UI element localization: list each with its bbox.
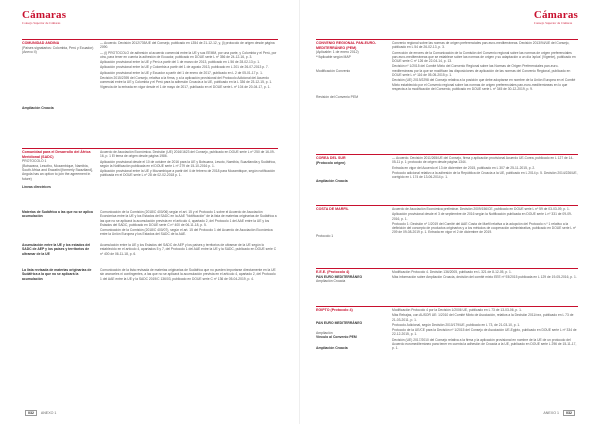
footer-label: ANEXO 1 xyxy=(40,411,57,415)
section-body xyxy=(392,41,578,92)
section-header: COREA DEL SUR xyxy=(316,156,346,160)
section-body xyxy=(100,243,278,257)
section-rule xyxy=(316,205,578,206)
section-rule xyxy=(316,39,578,40)
section-rule xyxy=(316,154,578,155)
brand-tagline: Consejo Superior de Cámaras xyxy=(22,21,61,25)
page-footer xyxy=(22,410,56,416)
section-subtitle: (Aplicable: 1 de enero 2012) xyxy=(316,50,359,55)
section-rule xyxy=(22,148,278,149)
section-header: E.E.E. (Protocolo 4) xyxy=(316,270,350,274)
section-meta xyxy=(316,207,386,238)
section-meta xyxy=(22,150,94,190)
section-subtitle: PROTOCOLO 1 xyxy=(22,159,47,164)
section-annex: (Botswana, Lesotho, Mozambique, Namibia, South Africa and Eswatini [formerly Swaziland], Angola has an option to join the agreement in future) xyxy=(22,163,93,181)
section-body xyxy=(392,308,578,352)
section-subtitle: (Protocolo origen) xyxy=(316,160,346,165)
section-body xyxy=(392,207,578,236)
section-annex: Ampliación xyxy=(316,331,333,335)
paragraph: Comunicación de la lista revisada de materias originarias de Sudáfrica que no pueden importarse directamente en la UE sin aranceles ni contingentes, a las que no se aplicará la acumulación prevista en el artículo 4, apartado 2, del Protocolo 1 del AAE entre la UE y la SADC 2019/C 136/03, publicado en DOUE serie C nº 136 de 05-04-2019, p. 4. xyxy=(100,268,276,281)
paragraph: Decisión (UE) 2019/2298 del Consejo relativa a la posición que debe adoptarse en nombre de la Unión Europea en el Comité Mixto establecido por el Convenio regional sobre las normas de origen preferenciales pan-euro-mediterráneas en lo que respecta a la modificación del Convenio, publicado en DOUE serie L nº 345 de 30-12-2019, p. 9. xyxy=(392,78,576,91)
section-header: Materias de Sudáfrica a las que no se aplica acumulación xyxy=(22,210,93,219)
section-rule xyxy=(316,268,578,269)
section-body xyxy=(392,156,578,180)
section-header: EGIPTO (Protocolo 4) xyxy=(316,308,353,312)
footer-label: ANEXO 1 xyxy=(543,411,559,415)
paragraph: — (i) PROTOCOLO de adhesión al acuerdo comercial entre la UE y sus EEMM, por una parte, y Colombia y el Perú, por otra, para tener en cuenta la adhesión de Ecuador, publicado en DOUE serie L nº 356 de 24-12-16, p. 3. xyxy=(100,50,277,59)
page-number: 032 xyxy=(563,410,575,416)
brand-logo xyxy=(534,9,578,25)
section-header: CONVENIO REGIONAL PAN-EURO-MEDITERRÁNEO (PEM) xyxy=(316,41,377,50)
brand-name: Cámaras xyxy=(22,9,67,21)
page-footer xyxy=(543,410,578,416)
paragraph: Más Rebajas, con AUSOR UE: 1/2010 del Comité Mixto de Asociación, relativa a la Decisión 2011/xxx, publicado en L 73 de 21-03-2011, p. 1. xyxy=(392,313,574,322)
paragraph: Aplicación provisional entre la UE y Perú a partir del 1 de marzo de 2013, publicado en L 56 de 28-02-13 p. 1. xyxy=(100,60,261,65)
paragraph: Acuerdo de Asociación Económica. Decisión (UE) 2016/1623 del Consejo, publicado en DOUE serie L nº 250 de 16-09-16, p. 1 El tema de origen desde página 1986. xyxy=(100,150,275,159)
section-meta xyxy=(316,270,386,283)
paragraph: Entrada en vigor del Acuerdo el 13 de diciembre de 2015, publicado en L 307 de 25-11-2015, p. 2. xyxy=(392,165,536,170)
section-header: COMUNIDAD ANDINA xyxy=(22,41,60,45)
brand-name: Cámaras xyxy=(533,9,578,21)
paragraph: Modificación Protocolo 4. Decisión 136/2005, publicado en L 321 de 8-12-05, p. 1. xyxy=(392,270,512,274)
brand-tagline: Consejo Superior de Cámaras xyxy=(533,21,573,25)
section-header: COSTA DE MARFIL xyxy=(316,207,349,211)
paragraph: — Acuerdo. Decisión 2012/735/UE del Consejo, publicado en L354 de 21-12-12, y, (i) protocolo de origen desde página 2090. xyxy=(100,41,275,50)
paragraph: Aplicación provisional entre la UE y Ecuador a partir del 1 de enero de 2017, publicado en L 2 de 05-01-17 p. 1. xyxy=(100,70,263,75)
section-extra-label: Ampliación Croacia xyxy=(316,345,348,350)
right-page xyxy=(300,0,600,424)
section-label: Protocolo 1 xyxy=(316,233,334,238)
section-label: Líneas directrices xyxy=(22,185,51,190)
paragraph: — Acuerdo. Decisión 2011/265/UE del Consejo, firma y aplicación provisional Acuerdo UE-Corea, publicado en L 127 de 14-05-11 p. 1; protocolo de origen desde página 1344. xyxy=(392,156,574,165)
section-header: La lista revisada de materias originarias de Sudáfrica a la que no se aplicará la acumulación xyxy=(22,268,92,281)
section-label: Vínculo al Convenio PEM xyxy=(316,335,357,340)
paragraph: Protocolo Adicional, según Decisión 2010/179/UE, publicado en L 73, de 21-03-10, p. 1. xyxy=(392,322,521,327)
section-body xyxy=(100,41,278,90)
section-annex: (Anexo II) xyxy=(22,50,37,54)
paragraph: Comunicación de la Comisión (2018/C 400/06) según el art. 15 y el Protocolo 1 sobre el Acuerdo de Asociación Económica entre la UE y los Estados del SADC en la AAE "Notificación" de la lista de materias originarias de Sudáfrica a las que no se aplicará la acumulación prevista en el artículo 4, apartado 2, del Protocolo 1 del AAE entre la UE y los Estados del SADC, publicado en DOUE serie C nº 400 de 06-11-18, p. 5. xyxy=(100,210,277,227)
paragraph: Aplicación provisional entre la UE y Mozambique a partir del 4 de febrero de 2018 para Mozambique, según notificación publicada en el DOUE serie L nº 28 de 02-02-2018 p. 1. xyxy=(100,169,276,178)
section-header: Acumulación entre la UE y los estados del SADC de AEP y los países y territorios de ultramar de la UE xyxy=(22,243,91,256)
section-meta xyxy=(316,41,386,100)
section-rule xyxy=(22,39,278,40)
section-annex: Ampliación Croacia xyxy=(316,279,346,283)
section-header: Comunidad para el Desarrollo del África Meridional (SADC) xyxy=(22,150,91,159)
paragraph: Convenio regional sobre las normas de origen preferenciales pan-euro-mediterráneas. Decisión 2013/94/UE del Consejo, publicado en L 54 de 26-02-13, p. 3. xyxy=(392,41,570,50)
paragraph: Aplicación provisional desde el 10 de octubre de 2016 para la UE y Botsuana, Lesoto, Namibia, Suazilandia y Sudáfrica, según la Notificación publicada en el DOUE serie L nº 279 de 15-10-2016 p. 1. xyxy=(100,159,276,168)
section-label: Ampliación Croacia xyxy=(22,106,54,110)
section-body xyxy=(100,268,278,282)
paragraph: Acumulación entre la UE y los Estados del SADC de AEP y los países y territorios de ultramar de la UE según lo establecido en el artículo 4, apartados 5 y 7, del Protocolo 1 del AAE entre la UE y la SADC, publicado en DOUE serie C nº 400 de 06-11-18, p. 6. xyxy=(100,243,277,256)
section-extra-label: Revisión del Convenio PEM xyxy=(316,95,359,100)
paragraph: Modificación Protocolo 4 por la Decisión 1/2006 UE, publicado en L 73 de 13-03-06, p. 1. xyxy=(392,308,522,312)
brand-logo xyxy=(22,9,66,25)
paragraph: Aplicación provisional entre la UE y Colombia a partir del 1 de agosto 2013, publicado en L 201 de 26-07-2013 p. 7. xyxy=(100,65,269,70)
paragraph: Más información sobre Ampliación Croacia, decisión del comité mixto EEE nº 93/2015 publicada en L 129 de 19-05-2016, p. 1. xyxy=(392,275,577,280)
paragraph: Acuerdo de Asociación Económica preliminar. Decisión 2009/156/CE, publicado en DOUE serie L nº 59 de 03-03-09, p. 1. xyxy=(392,207,570,211)
page-number: 032 xyxy=(25,410,37,416)
section-body xyxy=(100,210,278,238)
section-body xyxy=(392,270,578,281)
paragraph: Decisión (UE) 2017/2010 del Consejo relativa a la firma y la aplicación provisional en nombre de la UE de un protocolo del Acuerdo euromediterráneo para tener en cuenta la adhesión de Croacia a la UE, publicado en DOUE serie L 296 de 15-11-17, p. 1. xyxy=(392,337,577,351)
section-subtitle: PAN EURO MEDITERRÁNEO xyxy=(316,274,363,279)
section-body xyxy=(100,150,278,179)
section-label: Modificación Convenio xyxy=(316,69,351,73)
paragraph: Protocolo adicional relativo a la adhesión de la República de Croacia a la UE, publicado en L 2014 p. 5. Decisión 2014/226/UE, corrigido en L 174 de 13-06-2014 p. 1. xyxy=(392,170,578,180)
paragraph: Comunicación de la Comisión (2018/C 400/07), según el art. 15 del Protocolo 1 del Acuerdo de Asociación Económica entre la Unión Europea y los Estados del SADC de la AAE. xyxy=(100,228,273,237)
section-subtitle: PAN EURO MEDITERRÁNEO xyxy=(316,320,363,325)
section-label: Ampliación Croacia xyxy=(316,179,348,183)
paragraph: Decisión 2015/2395 del Consejo, relativa a la firma, y a la aplicación provisional del Protocolo Adicional del Acuerdo comercial entre la UE y Colombia y el Perú para la adhesión Croacia a la UE, publicado en la L 336 de 23-12-15, p. 1. Vigencia de la entrada en vigor desde el 1 de mayo de 2017, publicado en el DOUE serie L nº 104 de 20-04-17, p. 1. xyxy=(100,76,273,89)
paragraph: Aplicación provisional desde el 3 de septiembre de 2016 según la Notificación publicada en DOUE serie L nº 331 de 09-09-2016, p. 1. xyxy=(392,212,572,221)
section-meta xyxy=(316,308,386,350)
paragraph: Corrección de errores de la Comunicación de la Comisión del Convenio regional sobre las normas de origen preferenciales pan-euro-mediterráneas que se establece sobre las normas de origen y su adaptación a un día 'aplus' (Vigente), publicado en DOUE serie C nº 126 de 22-04-14, p. 13. xyxy=(392,50,576,64)
section-meta xyxy=(316,156,386,183)
paragraph: Protocolo 1: Decisión nº 1/2019 del Comité del AAE Costa de Marfil relativa a la adopción del Protocolo n.º 1 relativo a la definición del concepto de productos originarios y a los métodos de cooperación administrativa, publicado en DOUE serie L nº 209 de 09-08-2019 p. 1. Entrada en vigor el 2 de diciembre de 2019. xyxy=(392,221,576,235)
section-subtitle: (Países signatarios: Colombia, Perú y Ecuador) xyxy=(22,45,94,50)
section-annex: **Aplicable según MAP xyxy=(316,54,351,59)
paragraph: Decisión nº 1/2015 del Comité Mixto del Convenio Regional sobre las Normas de Origen Preferenciales pan-euro-mediterráneas por la que se modifican las disposiciones de aplicación de las normas del Convenio Regional, publicado en DOUE serie L nº 116 de 05-05-2015 p. 1. xyxy=(392,64,571,78)
section-rule xyxy=(316,306,578,307)
paragraph: Protocolo de la UE/CE para la Decisión nº 1/2015 del Consejo de Asociación UE-Egipto, publicado en DOUE serie L nº 334 de 22-12-2015, p. 1. xyxy=(392,328,577,337)
section-meta xyxy=(22,41,94,54)
